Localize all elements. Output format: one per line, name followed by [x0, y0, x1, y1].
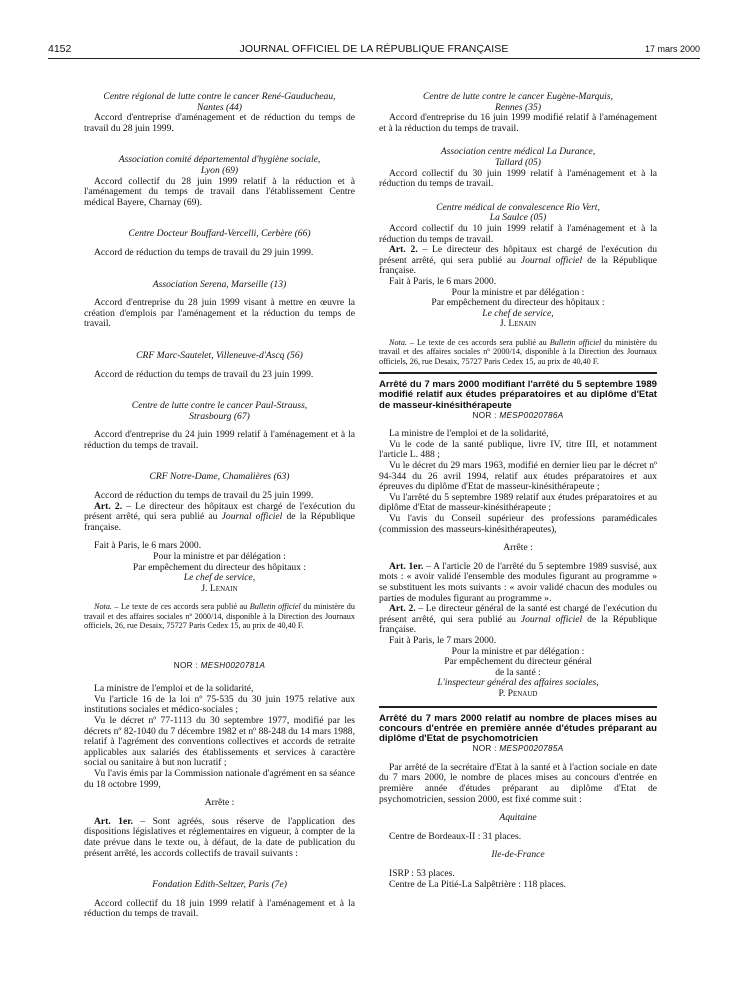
- visa: La ministre de l'emploi et de la solidarité,: [389, 428, 549, 440]
- region-heading: Ile-de-France: [491, 849, 545, 861]
- signature-line: Le chef de service,: [482, 307, 554, 319]
- centre-city: Nantes (44): [196, 101, 243, 113]
- centre-city: Lyon (69): [200, 164, 239, 176]
- centre-name: Association centre médical La Durance,: [440, 146, 596, 158]
- nor-reference: NOR : MESP0020785A: [472, 744, 564, 754]
- signature-line: Pour la ministre et par délégation :: [153, 551, 286, 563]
- left-column: [84, 92, 355, 920]
- signatory-name: J. Lenain: [499, 318, 537, 330]
- accord-text: Accord de réduction du temps de travail du 25 juin 1999.: [94, 490, 314, 502]
- arrete-title: Arrêté du 7 mars 2000 relatif au nombre de places mises au concours d'entrée en première année d'études préparant au diplôme d'Etat de psychomotricien: [379, 712, 657, 744]
- signatory-name: P. Penaud: [498, 687, 538, 699]
- centre-name: Centre de lutte contre le cancer Eugène-Marquis,: [423, 91, 613, 102]
- places-line: Centre de Bordeaux-II : 31 places.: [389, 830, 522, 842]
- centre-name: Centre de lutte contre le cancer Paul-Strauss,: [131, 400, 308, 412]
- signature-date: Fait à Paris, le 6 mars 2000.: [389, 275, 497, 287]
- visa: Vu le décret nº 77-1113 du 30 septembre 1977, modifié par les décrets nº 82-1040 du 7 décembre 1982 et nº 88-248 du 14 mars 1988, relatif à l'agrément des conventions collectives et accords de retraite applicables aux salariés des établissements et services à caractère social ou sanitaire à but non lucratif ;: [84, 715, 355, 769]
- accord-text: Accord collectif du 30 juin 1999 relatif à l'aménagement et à la réduction du temps de travail.: [379, 167, 657, 190]
- journal-title: JOURNAL OFFICIEL DE LA RÉPUBLIQUE FRANÇAISE: [239, 43, 509, 55]
- signature-line: Le chef de service,: [183, 572, 256, 584]
- accord-text: Accord de réduction du temps de travail du 29 juin 1999.: [94, 246, 314, 258]
- signature-line: Par empêchement du directeur des hôpitaux :: [431, 297, 605, 309]
- signature-line: Pour la ministre et par délégation :: [451, 645, 585, 657]
- visa: Vu l'avis émis par la Commission nationale d'agrément en sa séance du 18 octobre 1999,: [84, 767, 355, 790]
- places-line: ISRP : 53 places.: [389, 867, 455, 879]
- centre-city: Tallard (05): [495, 156, 541, 168]
- page-header: [48, 44, 700, 56]
- article-1: Art. 1er. – Sont agréés, sous réserve de l'application des dispositions législatives et réglementaires en vigueur, à compter de la date prévue dans le texte ou, à défaut, de la date de publication du présent arrêté, les accords collectifs de travail suivants :: [84, 815, 355, 859]
- page-number: 4152: [48, 43, 72, 55]
- arrete-title: Arrêté du 7 mars 2000 modifiant l'arrêté du 5 septembre 1989 modifié relatif aux études préparatoires et au diplôme d'Etat de masseur-kinésithérapeute: [379, 379, 657, 411]
- article-2: Art. 2. – Le directeur des hôpitaux est chargé de l'exécution du présent arrêté, qui sera publié au Journal officiel de la République française.: [379, 244, 658, 277]
- centre-city: Rennes (35): [494, 101, 542, 113]
- centre-city: Strasbourg (67): [189, 410, 250, 422]
- region-heading: Aquitaine: [499, 812, 537, 824]
- nor-reference: NOR : MESP0020786A: [472, 410, 564, 420]
- nota: Nota. – Le texte de ces accords sera publié au Bulletin officiel du ministère du travail et des affaires sociales nº 2000/14, disponible à la Direction des Journaux officiels, 26, rue Desaix, 75727 Paris Cedex 15, au prix de 40,40 F.: [84, 602, 355, 631]
- visa: Vu l'article 16 de la loi nº 75-535 du 30 juin 1975 relative aux institutions sociales et médico-sociales ;: [84, 693, 355, 716]
- visa: Vu l'arrêté du 5 septembre 1989 relatif aux études préparatoires et au diplôme d'Etat de masseur-kinésithérapeute ;: [379, 491, 657, 514]
- centre-name: Centre médical de convalescence Rio Vert,: [436, 201, 600, 213]
- signature-line: de la santé :: [495, 666, 541, 678]
- article-2: Art. 2. – Le directeur général de la santé est chargé de l'exécution du présent arrêté, qui sera publié au Journal officiel de la République française.: [379, 603, 658, 636]
- signature-line: Par empêchement du directeur général: [444, 656, 592, 668]
- arrete-body: Par arrêté de la secrétaire d'Etat à la santé et à l'action sociale en date du 7 mars 2000, le nombre de places mises au concours d'entrée en première année d'études préparant au diplôme d'Etat de psychomotricien, session 2000, est fixé comme suit :: [379, 761, 657, 805]
- article-2: Art. 2. – Le directeur des hôpitaux est chargé de l'exécution du présent arrêté, qui sera publié au Journal officiel de la République française.: [84, 500, 356, 533]
- article-1: Art. 1er. – A l'article 20 de l'arrêté du 5 septembre 1989 susvisé, aux mots : « avoir validé l'ensemble des modules figurant au programme » se substituent les mots suivants : « avoir validé chacun des modules ou parties de modules figurant au programme ».: [379, 560, 657, 604]
- arrete-label: Arrête :: [204, 797, 235, 809]
- signature-line: Pour la ministre et par délégation :: [451, 286, 585, 298]
- centre-name: CRF Marc-Sautelet, Villeneuve-d'Ascq (56): [136, 349, 303, 361]
- visa: La ministre de l'emploi et de la solidarité,: [94, 683, 254, 695]
- arrete-label: Arrête :: [503, 542, 533, 554]
- accord-text: Accord d'entreprise du 28 juin 1999 visant à mettre en œuvre la création d'emplois par l'aménagement et la réduction du temps de travail.: [84, 297, 355, 330]
- header-rule: [48, 58, 700, 59]
- arrete-psychomotricien-section: [379, 706, 657, 891]
- accord-text: Accord collectif du 18 juin 1999 relatif à l'aménagement et à la réduction du temps de travail.: [84, 897, 355, 920]
- issue-date: 17 mars 2000: [644, 44, 700, 54]
- nota: Nota. – Le texte de ces accords sera publié au Bulletin officiel du ministère du travail et des affaires sociales nº 2000/14, disponible à la Direction des Journaux officiels, 26, rue Desaix, 75727 Paris Cedex 15, au prix de 40,40 F.: [379, 337, 657, 366]
- accord-text: Accord collectif du 10 juin 1999 relatif à l'aménagement et à la réduction du temps de travail.: [379, 222, 657, 245]
- signatory-name: J. Lenain: [201, 582, 238, 594]
- centre-name: Association Serena, Marseille (13): [152, 278, 287, 290]
- nor-reference: NOR : MESH0020781A: [173, 660, 266, 670]
- accord-text: Accord d'entreprise d'aménagement et de réduction du temps de travail du 28 juin 1999.: [84, 112, 355, 134]
- centre-name: Centre régional de lutte contre le cancer René-Gauducheau,: [103, 91, 336, 102]
- signature-line: L'inspecteur général des affaires sociales,: [437, 677, 599, 689]
- accord-text: Accord d'entreprise du 24 juin 1999 relatif à l'aménagement et à la réduction du temps de travail.: [84, 429, 355, 451]
- signature-date: Fait à Paris, le 6 mars 2000.: [94, 540, 202, 552]
- visa: Vu le décret du 29 mars 1963, modifié en dernier lieu par le décret nº 94-344 du 26 avril 1994, relatif aux études préparatoires et aux épreuves du diplôme d'Etat de masseur-kinésithérapeute ;: [379, 460, 657, 493]
- centre-name: CRF Notre-Dame, Chamalières (63): [149, 471, 290, 483]
- centre-name: Association comité départemental d'hygiène sociale,: [118, 154, 321, 166]
- arrete-masseur-section: [379, 372, 657, 699]
- accord-text: Accord de réduction du temps de travail du 23 juin 1999.: [94, 368, 314, 380]
- signature-line: Par empêchement du directeur des hôpitaux :: [132, 561, 307, 573]
- signature-date: Fait à Paris, le 7 mars 2000.: [389, 634, 497, 646]
- accord-text: Accord collectif du 28 juin 1999 relatif à la réduction et à l'aménagement du temps de travail dans l'établissement Centre médical Bayere, Charnay (69).: [84, 175, 355, 208]
- visa: Vu le code de la santé publique, livre IV, titre III, et notamment l'article L. 488 ;: [379, 438, 657, 461]
- centre-name: Fondation Edith-Seltzer, Paris (7e): [152, 879, 287, 891]
- visa: Vu l'avis du Conseil supérieur des professions paramédicales (commission des masseurs-kinésithérapeutes),: [379, 513, 657, 535]
- centre-name: Centre Docteur Bouffard-Vercelli, Cerbère (66): [128, 228, 311, 240]
- accord-text: Accord d'entreprise du 16 juin 1999 modifié relatif à l'aménagement et à la réduction du temps de travail.: [379, 112, 657, 134]
- centre-city: La Saulce (05): [489, 212, 547, 224]
- places-line: Centre de La Pitié-La Salpêtrière : 118 places.: [389, 878, 567, 890]
- right-column: [379, 92, 657, 890]
